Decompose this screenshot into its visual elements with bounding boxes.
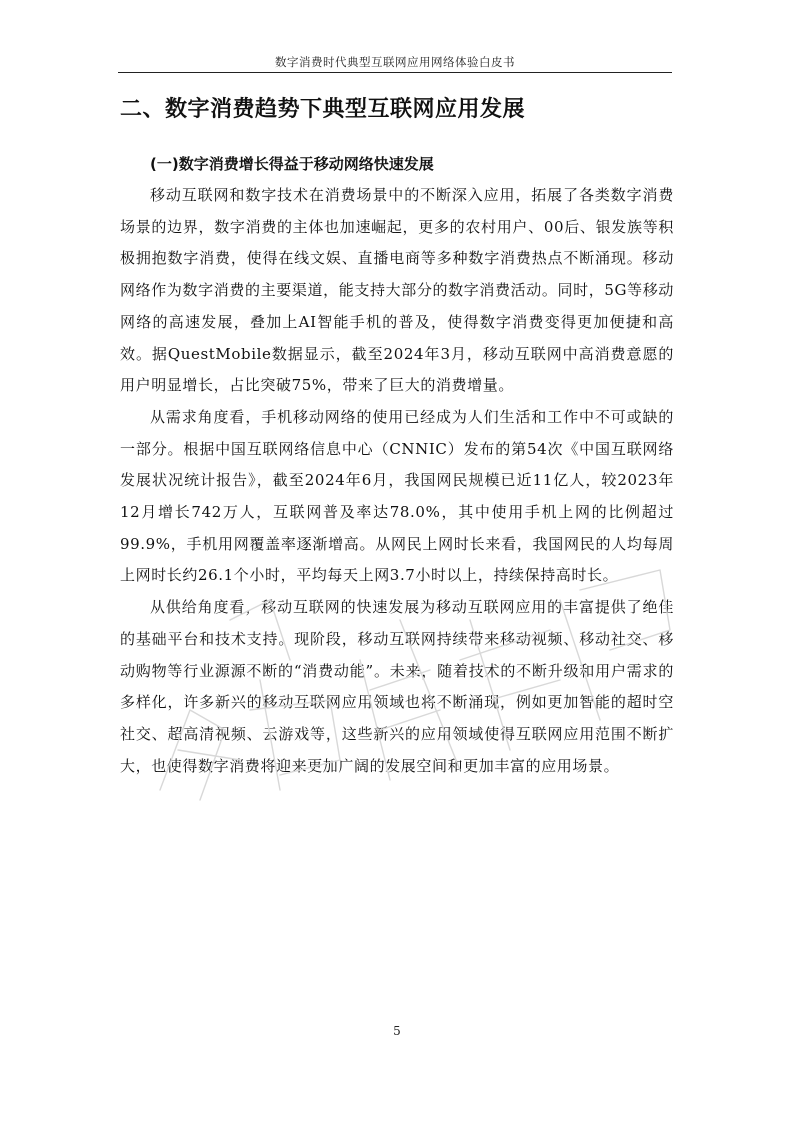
subsection-title: (一)数字消费增长得益于移动网络快速发展 — [150, 155, 434, 173]
paragraph-3: 从供给角度看，移动互联网的快速发展为移动互联网应用的丰富提供了绝佳的基础平台和技术支持。现阶段，移动互联网持续带来移动视频、移动社交、移动购物等行业源源不断的“消费动能”。未来，随着技术的不断升级和用户需求的多样化，许多新兴的移动互联网应用领域也将不断涌现，例如更加智能的超时空社交、超高清视频、云游戏等，这些新兴的应用领域使得互联网应用范围不断扩大，也使得数字消费将迎来更加广阔的发展空间和更加丰富的应用场景。 — [120, 598, 674, 775]
running-header: 数字消费时代典型互联网应用网络体验白皮书 — [275, 55, 515, 69]
body-text — [120, 180, 674, 782]
section-title: 二、数字消费趋势下典型互联网应用发展 — [120, 97, 526, 122]
header-rule — [118, 72, 672, 73]
page-number: 5 — [393, 1024, 401, 1038]
paragraph-2: 从需求角度看，手机移动网络的使用已经成为人们生活和工作中不可或缺的一部分。根据中国互联网络信息中心（CNNIC）发布的第54次《中国互联网络发展状况统计报告》，截至2024年6月，我国网民规模已近11亿人，较2023年12月增长742万人，互联网普及率达78.0%，其中使用手机上网的比例超过99.9%，手机用网覆盖率逐渐增高。从网民上网时长来看，我国网民的人均每周上网时长约26.1个小时，平均每天上网3.7小时以上，持续保持高时长。 — [120, 407, 674, 585]
paragraph-1: 移动互联网和数字技术在消费场景中的不断深入应用，拓展了各类数字消费场景的边界，数字消费的主体也加速崛起，更多的农村用户、00后、银发族等积极拥抱数字消费，使得在线文娱、直播电商等多种数字消费热点不断涌现。移动网络作为数字消费的主要渠道，能支持大部分的数字消费活动。同时，5G等移动网络的高速发展，叠加上AI智能手机的普及，使得数字消费变得更加便捷和高效。据QuestMobile数据显示，截至2024年3月，移动互联网中高消费意愿的用户明显增长，占比突破75%，带来了巨大的消费增量。 — [120, 186, 674, 395]
